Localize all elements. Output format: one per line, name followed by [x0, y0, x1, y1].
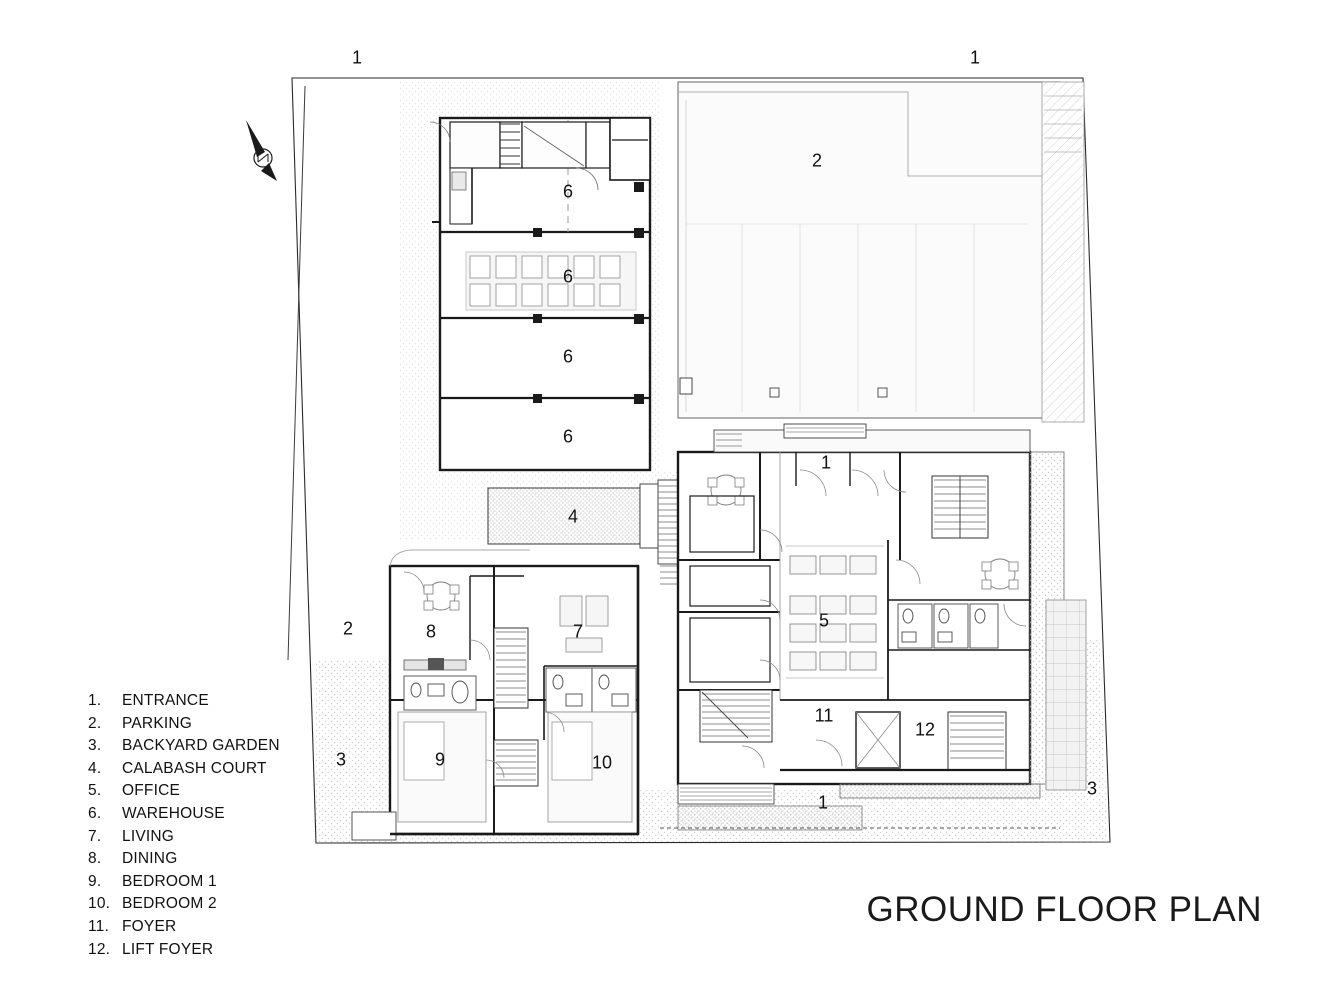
legend-item-label: OFFICE: [122, 782, 181, 800]
plan-room-number: 11: [814, 705, 834, 726]
legend-item: [88, 848, 408, 871]
plan-room-number: 1: [820, 452, 832, 473]
legend-item-label: WAREHOUSE: [122, 804, 225, 822]
plan-room-number: 3: [1086, 778, 1098, 799]
meeting-table-right: [982, 559, 1018, 589]
legend-item-label: CALABASH COURT: [122, 759, 267, 777]
plan-room-number: 8: [425, 621, 437, 642]
office-stair-upper: [932, 476, 988, 538]
legend-item: [88, 826, 408, 849]
foyer-stair: [700, 690, 772, 742]
legend-item: [88, 893, 408, 916]
legend-item-number: 4.: [88, 759, 102, 777]
plan-room-number: 2: [811, 150, 823, 171]
plan-room-number: 7: [572, 621, 584, 642]
plan-room-number: 5: [818, 610, 830, 631]
legend-item: [88, 690, 408, 713]
legend-item-number: 8.: [88, 850, 102, 868]
legend-item-number: 2.: [88, 714, 102, 732]
legend-item-label: BACKYARD GARDEN: [122, 737, 280, 755]
meeting-table-top: [708, 475, 744, 505]
residence-stair-lower: [494, 740, 538, 786]
legend-item: [88, 713, 408, 736]
legend: [88, 690, 408, 961]
legend-item-number: 1.: [88, 692, 102, 709]
plan-room-number: 3: [335, 749, 347, 770]
plan-room-number: 1: [969, 47, 981, 68]
office-desks: [790, 556, 876, 670]
plan-room-number: 6: [562, 266, 574, 287]
plan-room-number: 12: [914, 719, 936, 740]
legend-item-label: BEDROOM 2: [122, 895, 217, 913]
legend-item: [88, 758, 408, 781]
legend-item-number: 12.: [88, 940, 111, 958]
plan-room-number: 6: [562, 426, 574, 447]
legend-item-label: BEDROOM 1: [122, 872, 217, 890]
legend-item: [88, 780, 408, 803]
legend-item: [88, 803, 408, 826]
legend-item-number: 6.: [88, 804, 102, 822]
legend-item-label: DINING: [122, 850, 178, 868]
dining-table: [424, 582, 459, 610]
legend-item-label: LIVING: [122, 827, 175, 845]
legend-item: [88, 735, 408, 758]
plan-room-number: 9: [434, 749, 446, 770]
drawing-title: GROUND FLOOR PLAN: [866, 890, 1262, 929]
office-stair-lower: [948, 712, 1006, 770]
bathroom-right: [546, 668, 636, 712]
legend-item-number: 9.: [88, 872, 102, 890]
plan-room-number: 6: [562, 181, 574, 202]
bathroom-left: [404, 676, 476, 710]
office-block: [678, 424, 1086, 804]
legend-item: [88, 871, 408, 894]
plan-room-number: 10: [591, 752, 613, 773]
legend-item-number: 3.: [88, 737, 102, 755]
plan-room-number: 1: [351, 47, 363, 68]
legend-item: [88, 916, 408, 939]
legend-item-number: 10.: [88, 895, 111, 913]
plan-room-number: 4: [567, 506, 579, 527]
legend-item-label: LIFT FOYER: [122, 940, 214, 958]
plan-room-number: 6: [562, 346, 574, 367]
warehouse-block: [430, 118, 650, 470]
legend-item-label: ENTRANCE: [122, 692, 209, 709]
lift-shaft: [856, 712, 900, 768]
office-toilets: [898, 604, 998, 648]
legend-item-number: 11.: [88, 917, 109, 935]
legend-item-number: 5.: [88, 782, 102, 800]
parking-area: [678, 82, 1084, 422]
legend-item: [88, 939, 408, 962]
plan-room-number: 1: [817, 792, 829, 813]
legend-item-label: PARKING: [122, 714, 193, 732]
legend-item-number: 7.: [88, 827, 102, 845]
north-arrow: [246, 120, 277, 181]
plan-room-number: 2: [342, 618, 354, 639]
residence-stair: [494, 628, 528, 708]
warehouse-furniture: [466, 252, 636, 310]
legend-item-label: FOYER: [122, 917, 177, 935]
